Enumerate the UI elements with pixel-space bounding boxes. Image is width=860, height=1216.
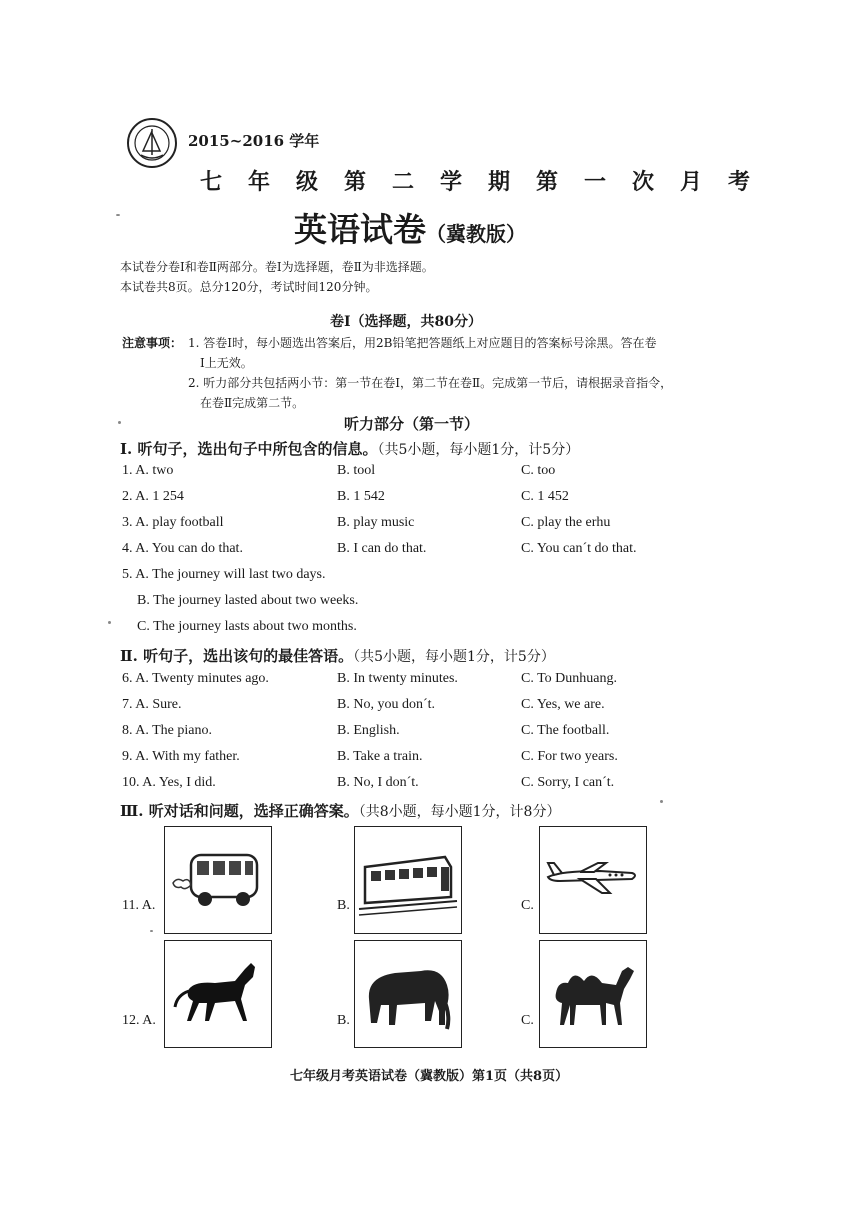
part1-rule: （共5小题，每小题1分，计5分） — [377, 442, 580, 458]
q8-option-c: C. The football. — [521, 723, 610, 738]
q10-option-a: 10. A. Yes, I did. — [122, 775, 216, 790]
q6-option-b: B. In twenty minutes. — [337, 671, 458, 686]
part2-heading — [120, 645, 555, 666]
q4-option-b: B. I can do that. — [337, 541, 427, 556]
q7-option-c: C. Yes, we are. — [521, 697, 605, 712]
part3-heading — [120, 800, 560, 821]
q9-option-c: C. For two years. — [521, 749, 618, 764]
listening-title: 听力部分（第一节） — [344, 415, 480, 433]
q7-option-b: B. No, you don´t. — [337, 697, 435, 712]
airplane-icon — [540, 827, 646, 933]
q5-option-c: C. The journey lasts about two months. — [137, 619, 357, 634]
note-1a: 1. 答卷Ⅰ时，每小题选出答案后，用2B铅笔把答题纸上对应题目的答案标号涂黑。答在卷 — [188, 336, 657, 350]
q4-option-c: C. You can´t do that. — [521, 541, 637, 556]
q3-option-c: C. play the erhu — [521, 515, 611, 530]
q10-option-c: C. Sorry, I can´t. — [521, 775, 615, 790]
q2-option-c: C. 1 452 — [521, 489, 569, 504]
page-footer: 七年级月考英语试卷（冀教版）第1页（共8页） — [290, 1069, 569, 1084]
q10-option-b: B. No, I don´t. — [337, 775, 419, 790]
q11-label-c: C. — [521, 898, 534, 913]
q12-image-c — [539, 940, 647, 1048]
bus-icon — [165, 827, 271, 933]
note-2b: 在卷Ⅱ完成第二节。 — [200, 396, 305, 410]
q7-option-a: 7. A. Sure. — [122, 697, 182, 712]
part2-rule: （共5小题，每小题1分，计5分） — [353, 649, 555, 665]
q11-label-a: 11. A. — [122, 898, 156, 913]
q11-image-b — [354, 826, 462, 934]
scan-speck — [118, 421, 121, 424]
q5-option-b: B. The journey lasted about two weeks. — [137, 593, 359, 608]
camel-icon — [540, 941, 646, 1047]
elephant-icon — [355, 941, 461, 1047]
q4-option-a: 4. A. You can do that. — [122, 541, 243, 556]
scan-speck — [116, 214, 120, 216]
q6-option-a: 6. A. Twenty minutes ago. — [122, 671, 269, 686]
q11-image-a — [164, 826, 272, 934]
part3-rule: （共8小题，每小题1分，计8分） — [358, 804, 561, 820]
intro-line-2: 本试卷共8页。总分120分，考试时间120分钟。 — [120, 280, 378, 294]
scan-speck — [150, 930, 153, 932]
part2-heading-text: Ⅱ. 听句子，选出该句的最佳答语。 — [120, 647, 354, 665]
q3-option-a: 3. A. play football — [122, 515, 224, 530]
note-2a: 2. 听力部分共包括两小节：第一节在卷Ⅰ，第二节在卷Ⅱ。完成第一节后，请根据录音指令， — [188, 376, 673, 390]
q11-image-c — [539, 826, 647, 934]
q5-option-a: 5. A. The journey will last two days. — [122, 567, 326, 582]
q1-option-c: C. too — [521, 463, 556, 478]
exam-title-main — [294, 204, 526, 251]
q9-option-b: B. Take a train. — [337, 749, 423, 764]
q12-label-a: 12. A. — [122, 1013, 156, 1028]
q3-option-b: B. play music — [337, 515, 415, 530]
school-seal-icon — [126, 117, 178, 169]
q12-image-a — [164, 940, 272, 1048]
notes-label: 注意事项： — [122, 336, 183, 350]
q2-option-a: 2. A. 1 254 — [122, 489, 184, 504]
q11-label-b: B. — [337, 898, 350, 913]
part1-heading-text: Ⅰ. 听句子，选出句子中所包含的信息。 — [120, 440, 378, 458]
exam-title-line1: 七年级第二学期第一次月考 — [200, 169, 777, 195]
q8-option-b: B. English. — [337, 723, 400, 738]
school-year: 2015~2016 学年 — [188, 132, 320, 150]
exam-title-subject: 英语试卷 — [294, 210, 426, 249]
exam-title-edition: （冀教版） — [426, 222, 526, 246]
q12-image-b — [354, 940, 462, 1048]
q6-option-c: C. To Dunhuang. — [521, 671, 617, 686]
q9-option-a: 9. A. With my father. — [122, 749, 240, 764]
q2-option-b: B. 1 542 — [337, 489, 385, 504]
q12-label-b: B. — [337, 1013, 350, 1028]
scan-speck — [108, 621, 111, 624]
note-1b: Ⅰ上无效。 — [200, 356, 253, 370]
q8-option-a: 8. A. The piano. — [122, 723, 212, 738]
intro-line-1: 本试卷分卷Ⅰ和卷Ⅱ两部分。卷Ⅰ为选择题，卷Ⅱ为非选择题。 — [120, 260, 434, 274]
q1-option-a: 1. A. two — [122, 463, 174, 478]
horse-icon — [165, 941, 271, 1047]
part1-heading — [120, 438, 579, 459]
paper1-title: 卷Ⅰ（选择题，共80分） — [330, 314, 483, 330]
scan-speck — [660, 800, 663, 803]
q12-label-c: C. — [521, 1013, 534, 1028]
part3-heading-text: Ⅲ. 听对话和问题，选择正确答案。 — [120, 802, 359, 820]
q1-option-b: B. tool — [337, 463, 376, 478]
train-icon — [355, 827, 461, 933]
